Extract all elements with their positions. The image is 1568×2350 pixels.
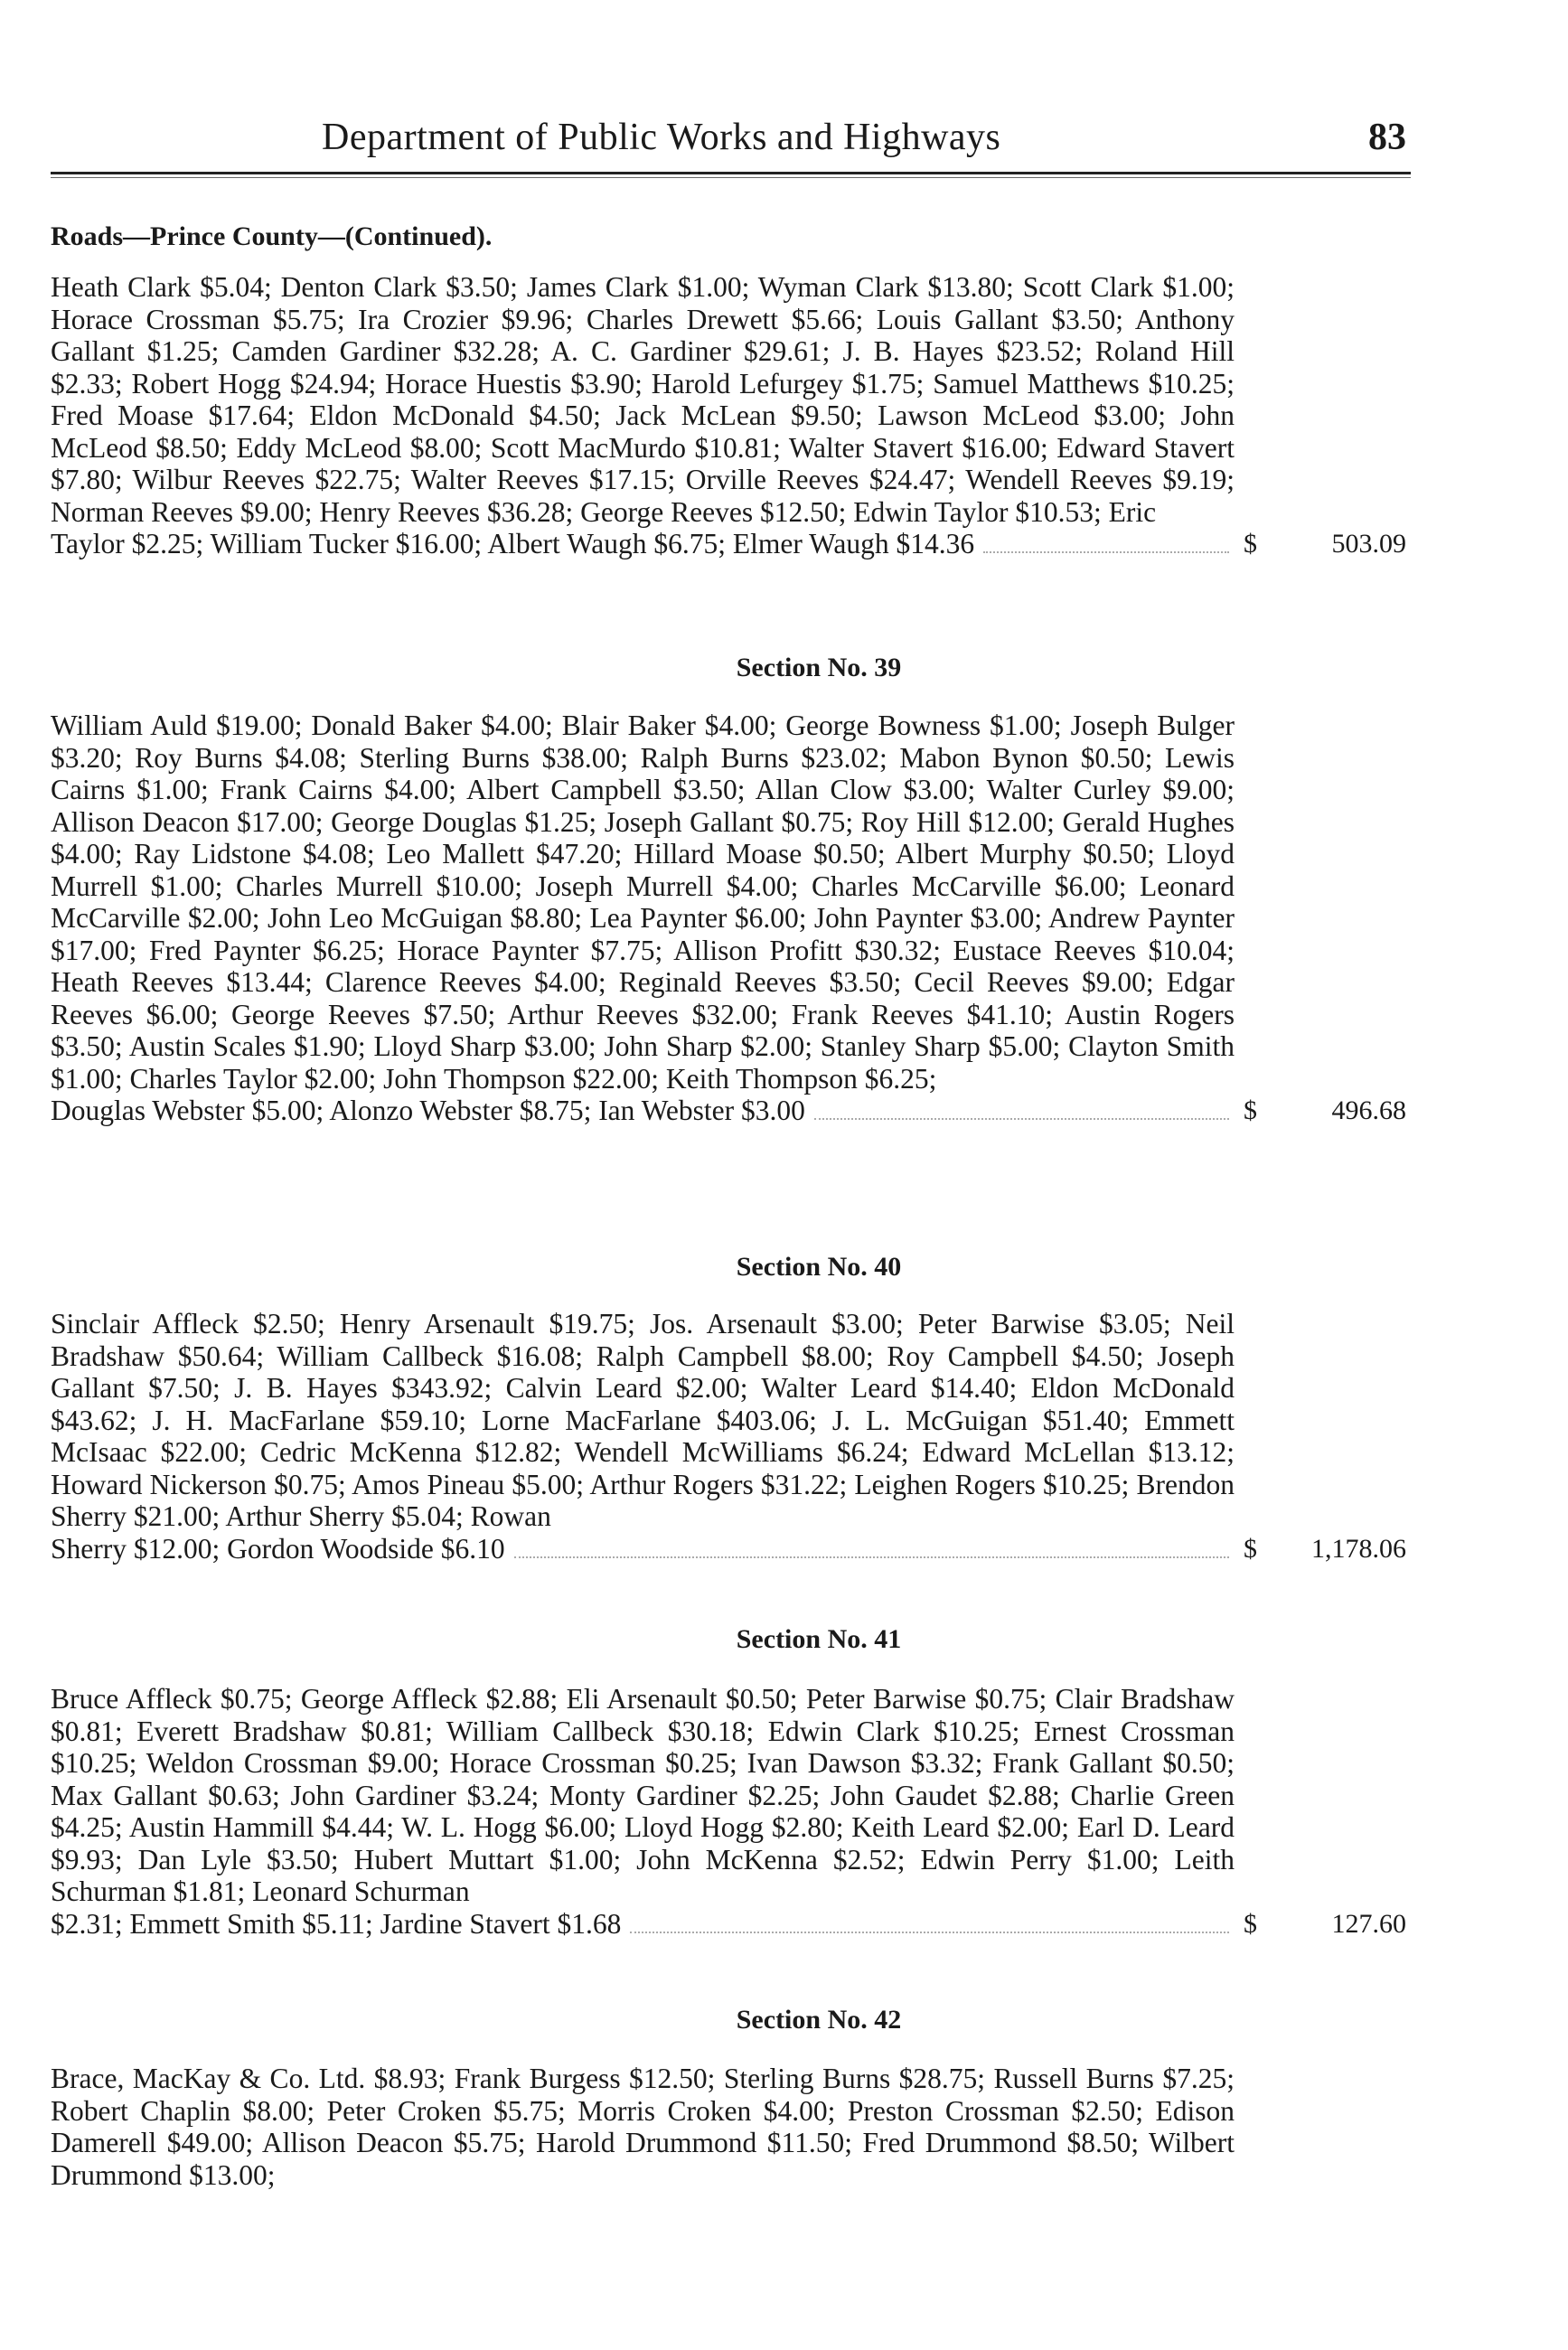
paragraph-text: William Auld $19.00; Donald Baker $4.00; Blair Baker $4.00; George Bowness $1.00; Joseph Bulger $3.20; Roy Burns $4.08; Sterling Burns $38.00; Ralph Burns $23.02; Mabon Bynon $0.50; Lewis Cairns $1.00; Frank Cairns $4.00; Albert Campbell $3.50; Allan Clow $3.00; Walter Curley $9.00; Allison Deacon $17.00; George Douglas $1.25; Joseph Gallant $0.75; Roy Hill $12.00; Gerald Hughes $4.00; Ray Lidstone $4.08; Leo Mallett $47.20; Hillard Moase $0.50; Albert Murphy $0.50; Lloyd Murrell $1.00; Charles Murrell $10.00; Joseph Murrell $4.00; Charles McCarville $6.00; Leonard McCarville $2.00; John Leo McGuigan $8.80; Lea Paynter $6.00; John Paynter $3.00; Andrew Paynter $17.00; Fred Paynter $6.25; Horace Paynter $7.75; Allison Profitt $30.32; Eustace Reeves $10.04; Heath Reeves $13.44; Clarence Reeves $4.00; Reginald Reeves $3.50; Cecil Reeves $9.00; Edgar Reeves $6.00; George Reeves $7.50; Arthur Reeves $32.00; Frank Reeves $41.10; Austin Rogers $3.50; Austin Scales $1.90; Lloyd Sharp $3.00; John Sharp $2.00; Stanley Sharp $5.00; Clayton Smith $1.00; Charles Taylor $2.00; John Thompson $22.00; Keith Thompson $6.25; [51, 710, 1235, 1095]
continued-heading: Roads—Prince County—(Continued). [51, 221, 493, 251]
section-paragraph [51, 271, 1406, 560]
section-block [51, 710, 1406, 1127]
section-block [51, 271, 1406, 560]
total-amount: 496.68 [1331, 1095, 1406, 1125]
dot-leader [630, 1932, 1229, 1933]
section-heading: Section No. 40 [736, 1252, 902, 1282]
paragraph-text: Bruce Affleck $0.75; George Affleck $2.88; Eli Arsenault $0.50; Peter Barwise $0.75; Clair Bradshaw $0.81; Everett Bradshaw $0.81; William Callbeck $30.18; Edwin Clark $10.25; Ernest Crossman $10.25; Weldon Crossman $9.00; Horace Crossman $0.25; Ivan Dawson $3.32; Frank Gallant $0.50; Max Gallant $0.63; John Gardiner $3.24; Monty Gardiner $2.25; John Gaudet $2.88; Charlie Green $4.25; Austin Hammill $4.44; W. L. Hogg $6.00; Lloyd Hogg $2.80; Keith Leard $2.00; Earl D. Leard $9.93; Dan Lyle $3.50; Hubert Muttart $1.00; John McKenna $2.52; Edwin Perry $1.00; Leith Schurman $1.81; Leonard Schurman [51, 1683, 1235, 1907]
paragraph-text: Sinclair Affleck $2.50; Henry Arsenault $19.75; Jos. Arsenault $3.00; Peter Barwise $3.05; Neil Bradshaw $50.64; William Callbeck $16.08; Ralph Campbell $8.00; Roy Campbell $4.50; Joseph Gallant $7.50; J. B. Hayes $343.92; Calvin Leard $2.00; Walter Leard $14.40; Eldon McDonald $43.62; J. H. MacFarlane $59.10; Lorne MacFarlane $403.06; J. L. McGuigan $51.40; Emmett McIsaac $22.00; Cedric McKenna $12.82; Wendell McWilliams $6.24; Edward McLellan $13.12; Howard Nickerson $0.75; Amos Pineau $5.00; Arthur Rogers $31.22; Leighen Rogers $10.25; Brendon Sherry $21.00; Arthur Sherry $5.04; Rowan [51, 1308, 1235, 1532]
section-block [51, 2063, 1406, 2191]
paragraph-last-line [51, 528, 1235, 560]
section-paragraph [51, 1308, 1406, 1565]
dot-leader [983, 551, 1229, 553]
dot-leader [814, 1118, 1229, 1120]
paragraph-last-line [51, 1908, 1235, 1941]
last-line-text: Douglas Webster $5.00; Alonzo Webster $8.75; Ian Webster $3.00 [51, 1095, 805, 1126]
section-block [51, 653, 1406, 683]
currency-symbol: $ [1244, 1908, 1257, 1939]
total-amount: 503.09 [1331, 529, 1406, 559]
section-total [1244, 1908, 1406, 1941]
dot-leader [514, 1556, 1229, 1558]
page-number: 83 [1368, 117, 1406, 158]
currency-symbol: $ [1244, 1533, 1257, 1564]
paragraph-last-line [51, 1095, 1235, 1127]
section-block [51, 1683, 1406, 1940]
section-total [1244, 1095, 1406, 1127]
section-block [51, 1252, 1406, 1283]
paragraph-text: Brace, MacKay & Co. Ltd. $8.93; Frank Burgess $12.50; Sterling Burns $28.75; Russell Burns $7.25; Robert Chaplin $8.00; Peter Croken $5.75; Morris Croken $4.00; Preston Crossman $2.50; Edison Damerell $49.00; Allison Deacon $5.75; Harold Drummond $11.50; Fred Drummond $8.50; Wilbert Drummond $13.00; [51, 2063, 1235, 2191]
section-block [51, 2005, 1406, 2035]
page-title: Department of Public Works and Highways [322, 117, 1001, 158]
paragraph-text: Heath Clark $5.04; Denton Clark $3.50; James Clark $1.00; Wyman Clark $13.80; Scott Clark $1.00; Horace Crossman $5.75; Ira Crozier $9.96; Charles Drewett $5.66; Louis Gallant $3.50; Anthony Gallant $1.25; Camden Gardiner $32.28; A. C. Gardiner $29.61; J. B. Hayes $23.52; Roland Hill $2.33; Robert Hogg $24.94; Horace Huestis $3.90; Harold Lefurgey $1.75; Samuel Matthews $10.25; Fred Moase $17.64; Eldon McDonald $4.50; Jack McLean $9.50; Lawson McLeod $3.00; John McLeod $8.50; Eddy McLeod $8.00; Scott MacMurdo $10.81; Walter Stavert $16.00; Edward Stavert $7.80; Wilbur Reeves $22.75; Walter Reeves $17.15; Orville Reeves $24.47; Wendell Reeves $9.19; Norman Reeves $9.00; Henry Reeves $36.28; George Reeves $12.50; Edwin Taylor $10.53; Eric [51, 271, 1235, 528]
section-heading: Section No. 39 [736, 653, 902, 682]
section-paragraph [51, 710, 1406, 1127]
total-amount: 1,178.06 [1311, 1533, 1406, 1564]
header-rule-thin [51, 177, 1411, 178]
total-amount: 127.60 [1331, 1908, 1406, 1939]
section-heading: Section No. 41 [736, 1624, 902, 1654]
currency-symbol: $ [1244, 1095, 1257, 1125]
section-block [51, 1624, 1406, 1655]
section-heading: Section No. 42 [736, 2005, 902, 2035]
paragraph-last-line [51, 1533, 1235, 1565]
section-block [51, 1308, 1406, 1565]
header-rule [51, 172, 1411, 174]
section-total [1244, 1533, 1406, 1565]
section-paragraph [51, 2063, 1235, 2191]
last-line-text: Taylor $2.25; William Tucker $16.00; Albert Waugh $6.75; Elmer Waugh $14.36 [51, 528, 975, 559]
section-total [1244, 528, 1406, 560]
section-paragraph [51, 1683, 1406, 1940]
last-line-text: $2.31; Emmett Smith $5.11; Jardine Stavert $1.68 [51, 1907, 622, 1940]
last-line-text: Sherry $12.00; Gordon Woodside $6.10 [51, 1532, 505, 1565]
currency-symbol: $ [1244, 529, 1257, 559]
running-head [51, 116, 1406, 166]
